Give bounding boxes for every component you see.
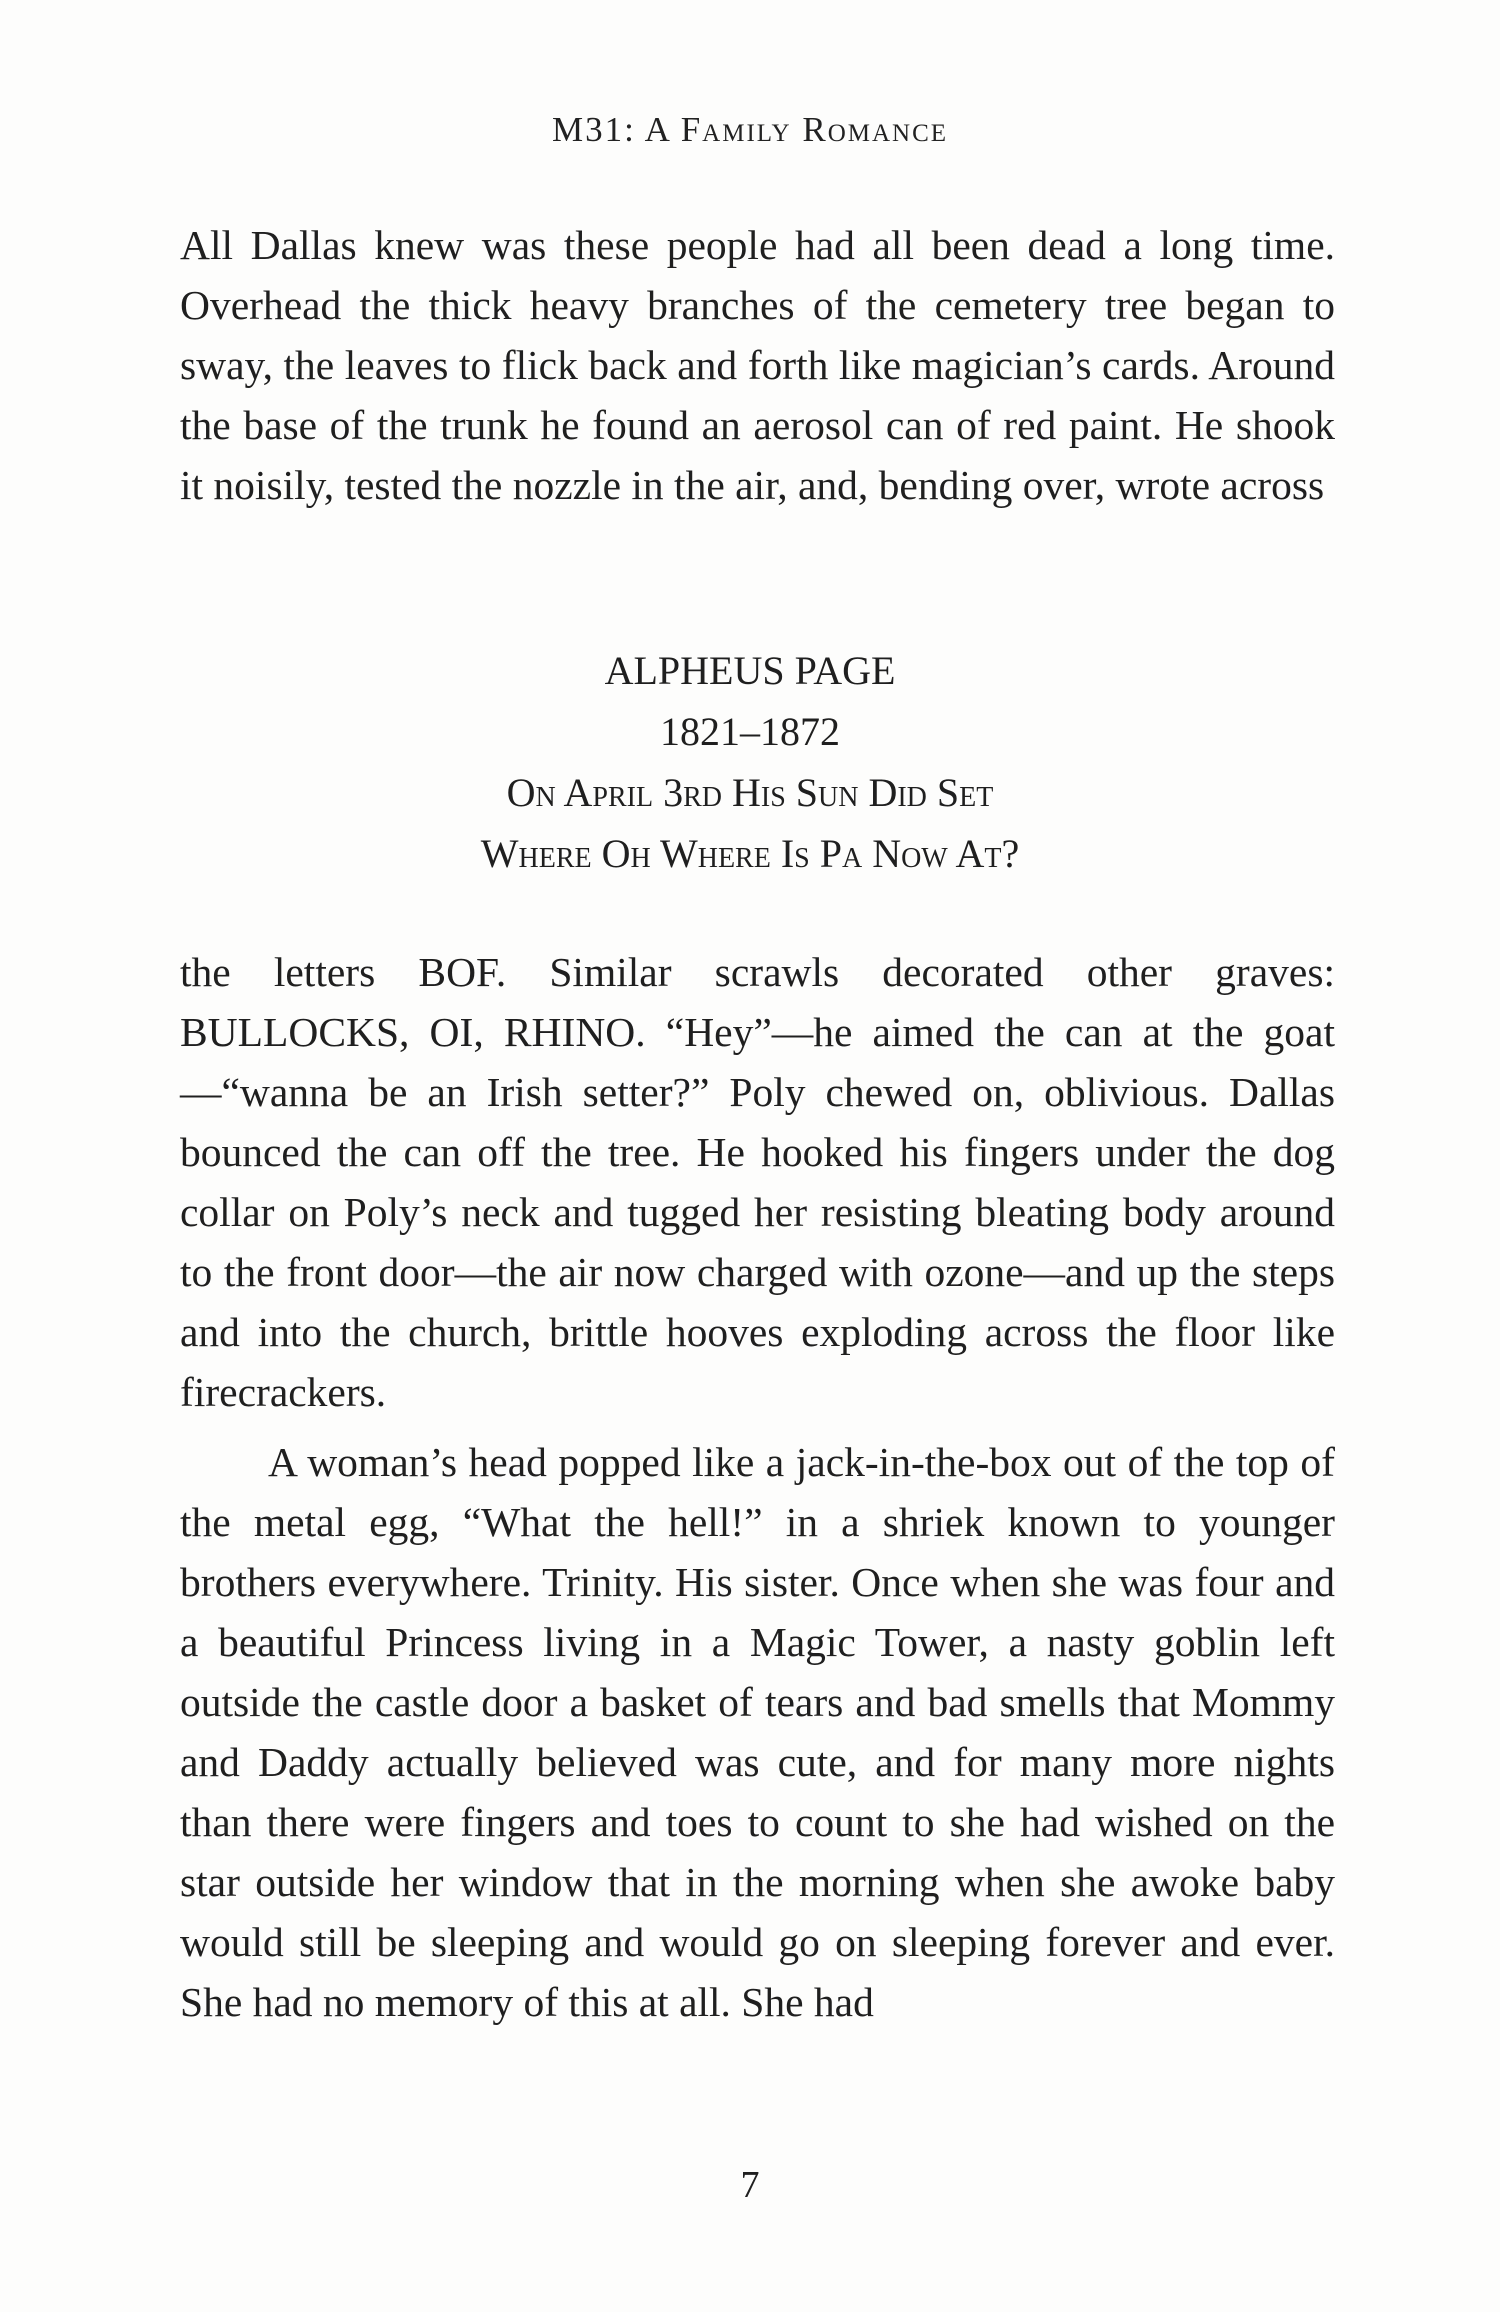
paragraph-2-text: the letters BOF. Similar scrawls decorated other graves: BULLOCKS, OI, RHINO. “Hey”—he aimed the can at the goat—“wanna be an Irish setter?” Poly chewed on, oblivious. Dallas bounced the can off the tree. He hooked his fingers under the dog collar on Poly’s neck and tugged her resisting bleating body around to the front door—the air now charged with ozone—and up the steps and into the church, brittle hooves exploding across the floor like firecrackers. [180,949,1335,1415]
paragraph-2 [180,942,1335,1422]
epitaph-line-1: On April 3rd His Sun Did Set [506,770,994,815]
epitaph-line-2: Where Oh Where Is Pa Now At? [480,831,1020,876]
running-head: M31: A Family Romance [551,110,949,149]
paragraph-1 [180,215,1335,515]
paragraph-3-text: A woman’s head popped like a jack-in-the-box out of the top of the metal egg, “What the hell!” in a shriek known to younger brothers everywhere. Trinity. His sister. Once when she was four and a beautiful Princess living in a Magic Tower, a nasty goblin left outside the castle door a basket of tears and bad smells that Mommy and Daddy actually believed was cute, and for many more nights than there were fingers and toes to count to she had wished on the star outside her window that in the morning when she awoke baby would still be sleeping and would go on sleeping forever and ever. She had no memory of this at all. She had [180,1439,1335,2025]
paragraph-1-text: All Dallas knew was these people had all been dead a long time. Overhead the thick heavy branches of the cemetery tree began to sway, the leaves to flick back and forth like magician’s cards. Around the base of the trunk he found an aerosol can of red paint. He shook it noisily, tested the nozzle in the air, and, bending over, wrote across [180,222,1335,508]
paragraph-3 [180,1432,1335,2032]
epitaph-name: ALPHEUS PAGE [604,648,896,693]
page-number: 7 [740,2164,760,2206]
epitaph [0,640,1500,884]
epitaph-dates: 1821–1872 [660,709,840,754]
